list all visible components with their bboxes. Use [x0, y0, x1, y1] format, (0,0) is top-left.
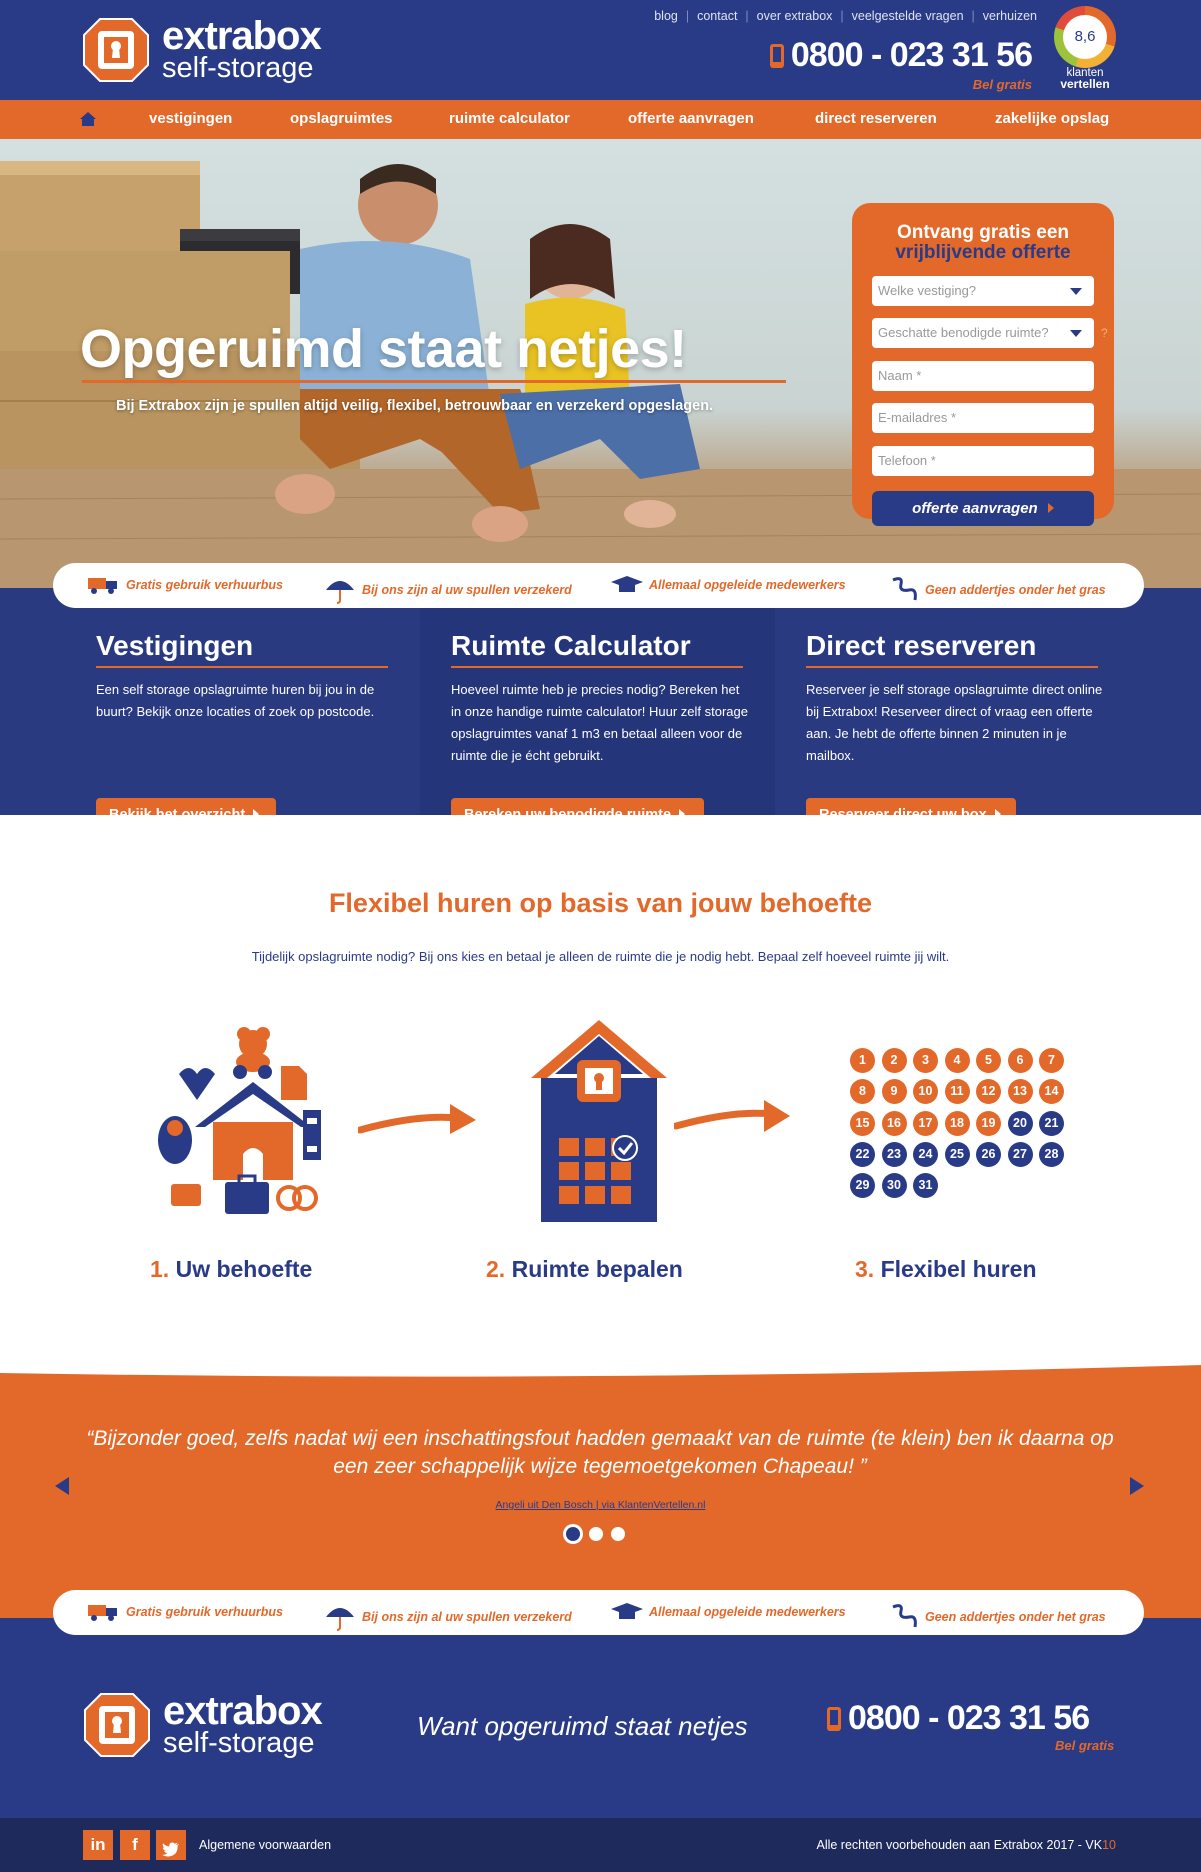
copyright [816, 1838, 1116, 1852]
toplink-blog[interactable]: blog [654, 9, 678, 23]
calendar-day: 23 [882, 1142, 907, 1167]
hero-underline [82, 380, 786, 383]
usp-label: Gratis gebruik verhuurbus [126, 578, 283, 592]
column-text: Hoeveel ruimte heb je precies nodig? Bereken het in onze handige ruimte calculator! Huur zelf storage opslagruimtes vanaf 1 m3 en betaal alleen voor de ruimte die je écht gebruikt. [451, 682, 748, 763]
calendar-day: 3 [913, 1048, 938, 1073]
column-underline [96, 666, 388, 668]
rating-badge[interactable] [1054, 6, 1116, 68]
vestiging-select[interactable] [872, 276, 1094, 306]
step-1-label [150, 1256, 312, 1283]
offerte-submit-button[interactable] [872, 491, 1094, 526]
calendar-day: 28 [1039, 1142, 1064, 1167]
naam-field[interactable]: Naam * [872, 361, 1094, 391]
usp-item [324, 1603, 572, 1631]
twitter-bird-glyph [162, 1842, 180, 1857]
step-number: 1. [150, 1256, 170, 1282]
usp-bar [53, 1590, 1144, 1635]
column-text: Reserveer je self storage opslagruimte direct online bij Extrabox! Reserveer direct of vraag een offerte aan. Je hebt de offerte binnen 2 minuten in je mailbox. [806, 682, 1103, 763]
phone-icon [769, 43, 785, 69]
calendar-day: 10 [913, 1079, 938, 1104]
rating-label-line1: klanten [1066, 67, 1104, 79]
hero-subtitle: Bij Extrabox zijn je spullen altijd veilig, flexibel, betrouwbaar en verzekerd opgeslagen. [116, 398, 714, 414]
footer-logo[interactable] [83, 1691, 322, 1758]
step-text: Uw behoefte [175, 1256, 313, 1282]
calendar-day: 7 [1039, 1048, 1064, 1073]
umbrella-icon [324, 576, 356, 604]
calendar-day: 12 [976, 1079, 1001, 1104]
toplink-verhuizen[interactable]: verhuizen [982, 9, 1037, 23]
column-title: Direct reserveren [806, 630, 1037, 661]
logo-line2: self-storage [162, 52, 314, 84]
phone-number: 0800 - 023 31 56 [790, 36, 1032, 74]
logo-line2: self-storage [163, 1727, 315, 1759]
calendar-day: 22 [850, 1142, 875, 1167]
rating-label-line2: vertellen [1060, 77, 1110, 91]
testimonial-quote: “Bijzonder goed, zelfs nadat wij een inschattingsfout hadden gemaakt van de ruimte (te klein) ben ik daarna op een zeer schappelijk wijze tegemoetgekomen Chapeau! ” [86, 1427, 1114, 1478]
truck-icon [88, 576, 120, 594]
column-direct-reserveren [806, 630, 1106, 767]
usp-item [88, 576, 283, 594]
calendar-day: 31 [913, 1173, 938, 1198]
ruimte-select-placeholder: Geschatte benodigde ruimte? [878, 325, 1049, 340]
calendar-day: 20 [1008, 1111, 1033, 1136]
ruimte-select[interactable] [872, 318, 1094, 348]
calendar-day: 14 [1039, 1079, 1064, 1104]
column-vestigingen [96, 630, 388, 723]
form-title-line1: Ontvang gratis een [896, 222, 1070, 243]
rating-value: 8,6 [1063, 15, 1107, 59]
calendar-day: 1 [850, 1048, 875, 1073]
column-text: Een self storage opslagruimte huren bij jou in de buurt? Bekijk onze locaties of zoek op postcode. [96, 682, 375, 719]
main-nav [0, 100, 1201, 139]
calendar-day: 4 [945, 1048, 970, 1073]
usp-label: Gratis gebruik verhuurbus [126, 1605, 283, 1619]
toplink-over-extrabox[interactable]: over extrabox [756, 9, 833, 23]
usp-item [611, 576, 846, 594]
step-2-label [486, 1256, 683, 1283]
calendar-day: 9 [882, 1079, 907, 1104]
carousel-dot-3[interactable] [611, 1527, 625, 1541]
arrow-right-icon [674, 1096, 792, 1136]
calendar-day: 11 [945, 1079, 970, 1104]
linkedin-icon[interactable]: in [83, 1830, 113, 1860]
nav-item-zakelijke-opslag[interactable]: zakelijke opslag [995, 110, 1110, 127]
nav-item-ruimte-calculator[interactable]: ruimte calculator [449, 110, 570, 127]
footer-slogan: Want opgeruimd staat netjes [417, 1711, 748, 1741]
calendar-day: 6 [1008, 1048, 1033, 1073]
footer-phone[interactable] [826, 1699, 1089, 1738]
umbrella-icon [324, 1603, 356, 1631]
chevron-down-icon [1070, 330, 1082, 337]
vestiging-select-placeholder: Welke vestiging? [878, 283, 977, 298]
arrow-right-icon [1048, 503, 1054, 513]
offerte-submit-label: offerte aanvragen [912, 500, 1038, 517]
home-icon[interactable] [80, 112, 96, 126]
graduation-cap-icon [611, 1603, 643, 1621]
usp-item [324, 576, 572, 604]
usp-label: Allemaal opgeleide medewerkers [649, 1605, 846, 1619]
column-title: Vestigingen [96, 630, 254, 661]
next-arrow-icon[interactable] [1130, 1477, 1144, 1495]
calendar-day: 17 [913, 1111, 938, 1136]
phone-number: 0800 - 023 31 56 [848, 1699, 1090, 1737]
column-title: Ruimte Calculator [451, 630, 691, 661]
logo-lock-icon [83, 1692, 151, 1758]
logo-lock-icon [82, 17, 150, 83]
section-wave [0, 1363, 1201, 1383]
calendar-day: 25 [945, 1142, 970, 1167]
flexibel-text: Tijdelijk opslagruimte nodig? Bij ons kies en betaal je alleen de ruimte die je nodig hebt. Bepaal zelf hoeveel ruimte jij wilt. [251, 949, 950, 964]
toplink-contact[interactable]: contact [697, 9, 738, 23]
copyright-text: Alle rechten voorbehouden aan Extrabox 2017 - VK [816, 1838, 1103, 1852]
phone-note: Bel gratis [972, 77, 1032, 92]
logo-line1: extrabox [162, 14, 321, 58]
usp-label: Geen addertjes onder het gras [925, 583, 1106, 597]
logo[interactable] [82, 16, 321, 83]
calendar-day: 13 [1008, 1079, 1033, 1104]
carousel-dot-1[interactable] [566, 1527, 580, 1541]
calendar-day: 27 [1008, 1142, 1033, 1167]
usp-label: Bij ons zijn al uw spullen verzekerd [362, 1610, 572, 1624]
calendar-icon [850, 1048, 1066, 1204]
toplink-faq[interactable]: veelgestelde vragen [851, 9, 964, 23]
step-3-label [855, 1256, 1037, 1283]
step-number: 2. [486, 1256, 506, 1282]
step-number: 3. [855, 1256, 875, 1282]
form-title-line2: vrijblijvende offerte [895, 242, 1071, 263]
testimonial-source-link [0, 1499, 1201, 1511]
usp-item [889, 576, 1106, 604]
step-text: Ruimte bepalen [511, 1256, 683, 1282]
calendar-day: 8 [850, 1079, 875, 1104]
header-phone[interactable] [769, 36, 1032, 75]
flexibel-title: Flexibel huren op basis van jouw behoefte [328, 888, 873, 918]
usp-item [88, 1603, 283, 1621]
previous-arrow-icon[interactable] [55, 1477, 69, 1495]
usp-label: Geen addertjes onder het gras [925, 1610, 1106, 1624]
storage-building-icon [531, 1020, 667, 1222]
telefoon-field[interactable]: Telefoon * [872, 446, 1094, 476]
calendar-day: 29 [850, 1173, 875, 1198]
nav-item-vestigingen[interactable]: vestigingen [149, 110, 233, 127]
calendar-day: 24 [913, 1142, 938, 1167]
snake-icon [889, 576, 919, 604]
snake-icon [889, 1603, 919, 1631]
calendar-day: 30 [882, 1173, 907, 1198]
twitter-icon[interactable] [156, 1830, 186, 1860]
logo-line1: extrabox [163, 1689, 322, 1733]
column-underline [451, 666, 743, 668]
truck-icon [88, 1603, 120, 1621]
usp-item [889, 1603, 1106, 1631]
copyright-suffix: 10 [1102, 1838, 1116, 1852]
step-text: Flexibel huren [880, 1256, 1037, 1282]
column-ruimte-calculator [451, 630, 751, 767]
graduation-cap-icon [611, 576, 643, 594]
testimonial-source-label[interactable]: Angeli uit Den Bosch | via KlantenVertellen.nl [495, 1499, 706, 1511]
facebook-icon[interactable]: f [120, 1830, 150, 1860]
calendar-day: 21 [1039, 1111, 1064, 1136]
calendar-day: 5 [976, 1048, 1001, 1073]
usp-item [611, 1603, 846, 1621]
calendar-day: 16 [882, 1111, 907, 1136]
nav-item-opslagruimtes[interactable]: opslagruimtes [290, 110, 393, 127]
arrow-right-icon [358, 1100, 478, 1138]
hero-title: Opgeruimd staat netjes! [80, 319, 687, 379]
calendar-day: 18 [945, 1111, 970, 1136]
usp-label: Allemaal opgeleide medewerkers [649, 578, 846, 592]
top-links: blog | contact | over extrabox | veelgestelde vragen | verhuizen [654, 9, 1037, 23]
calendar-day: 15 [850, 1111, 875, 1136]
calendar-day: 26 [976, 1142, 1001, 1167]
calendar-day: 2 [882, 1048, 907, 1073]
nav-item-direct-reserveren[interactable]: direct reserveren [815, 110, 937, 127]
phone-note: Bel gratis [1055, 1738, 1115, 1753]
phone-icon [826, 1706, 842, 1732]
column-underline [806, 666, 1098, 668]
usp-bar [53, 563, 1144, 608]
email-field[interactable]: E-mailadres * [872, 403, 1094, 433]
usp-label: Bij ons zijn al uw spullen verzekerd [362, 583, 572, 597]
rating-label [1052, 68, 1118, 90]
testimonial-section [0, 1363, 1201, 1618]
belongings-illustration-icon [155, 1022, 327, 1222]
carousel-dot-2[interactable] [589, 1527, 603, 1541]
ruimte-help-icon[interactable]: ? [1101, 326, 1108, 340]
nav-item-offerte-aanvragen[interactable]: offerte aanvragen [628, 110, 754, 127]
chevron-down-icon [1070, 288, 1082, 295]
calendar-day: 19 [976, 1111, 1001, 1136]
algemene-voorwaarden-link[interactable]: Algemene voorwaarden [199, 1838, 332, 1852]
